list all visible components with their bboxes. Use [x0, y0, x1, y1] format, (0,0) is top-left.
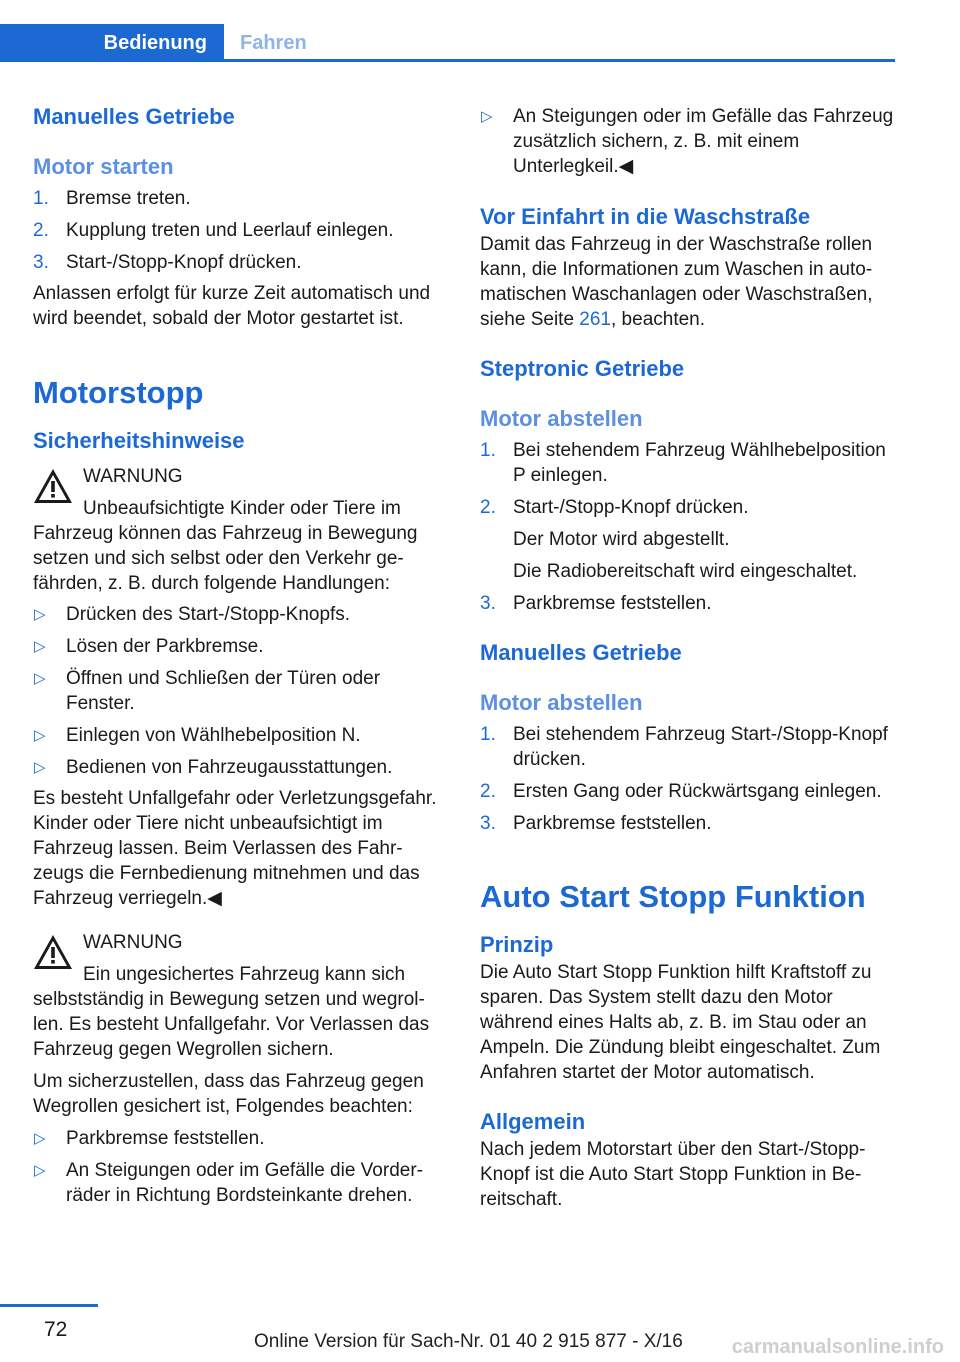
- heading-motorstopp: Motorstopp: [33, 375, 204, 410]
- warning-block-2: [33, 930, 438, 1062]
- online-version-text: Online Version für Sach-Nr. 01 40 2 915 877 - X/16: [254, 1331, 683, 1352]
- prinzip-text: Die Auto Start Stopp Funktion hilft Kraftstoff zu sparen. Das System stellt dazu den Motor während eines Halts ab, z. B. im Stau oder an Ampeln. Die Zündung bleibt eingeschaltet. Zum Anfahren startet der Motor automatisch.: [480, 962, 881, 1083]
- left-column: [33, 100, 438, 1208]
- list-item: 2. Ersten Gang oder Rückwärtsgang einlegen.: [480, 781, 882, 802]
- heading-auto-start-stop: Auto Start Stopp Funktion: [480, 879, 866, 914]
- car-wash-text: Damit das Fahrzeug in der Waschstraße rollen kann, die Informationen zum Waschen in automatischen Waschanlagen oder Waschstraßen, siehe Seite 261, beachten.: [480, 234, 873, 330]
- list-item: ▷ Öffnen und Schließen der Türen oder Fenster.: [34, 668, 381, 714]
- list-item: 2. Start-/Stopp-Knopf drücken. Der Motor wird abgestellt. Die Radiobereitschaft wird eingeschaltet.: [480, 495, 895, 584]
- list-item: 3. Start-/Stopp-Knopf drücken.: [33, 252, 302, 273]
- footer-rule: [0, 1304, 98, 1307]
- heading-motor-off-2: Motor abstellen: [480, 690, 643, 715]
- warning-2-list-continued: [480, 104, 895, 179]
- right-column: [480, 104, 895, 1212]
- heading-car-wash: Vor Einfahrt in die Waschstraße: [480, 204, 811, 229]
- list-item: ▷ Parkbremse feststellen.: [34, 1128, 265, 1149]
- warning-title: WARNUNG: [83, 466, 183, 487]
- page-number: 72: [44, 1318, 68, 1341]
- allgemein-text: Nach jedem Motorstart über den Start-/Stopp-Knopf ist die Auto Start Stopp Funktion in Bereitschaft.: [480, 1139, 866, 1210]
- list-item: 1. Bei stehendem Fahrzeug Start-/Stopp-Knopf drücken.: [480, 724, 888, 770]
- warning-body: Ein ungesichertes Fahrzeug kann sich selbstständig in Bewegung setzen und wegrollen. Es besteht Unfallgefahr. Vor Verlassen das Fahrzeug gegen Wegrollen sichern.: [33, 964, 430, 1060]
- warning-triangle-icon: [33, 468, 73, 504]
- heading-motor-start: Motor starten: [33, 154, 174, 179]
- warning-title: WARNUNG: [83, 932, 183, 953]
- list-item: ▷ Bedienen von Fahrzeugausstattungen.: [34, 757, 393, 778]
- manual-steps-list: [480, 722, 895, 836]
- heading-manual-gearbox: Manuelles Getriebe: [33, 104, 235, 129]
- page-link[interactable]: 261: [579, 309, 611, 330]
- watermark: carmanualsonline.info: [731, 1336, 944, 1358]
- steptronic-steps-list: [480, 438, 895, 616]
- start-steps-list: [33, 186, 438, 275]
- triangle-right-bullet-icon: ▷: [34, 606, 46, 623]
- triangle-right-bullet-icon: ▷: [34, 1162, 46, 1179]
- triangle-right-bullet-icon: ▷: [34, 727, 46, 744]
- list-item: ▷ Einlegen von Wählhebelposition N.: [34, 725, 361, 746]
- step-sub-text: Der Motor wird abgestellt.: [513, 529, 730, 550]
- list-item: ▷ Lösen der Parkbremse.: [34, 636, 264, 657]
- triangle-right-bullet-icon: ▷: [481, 108, 493, 125]
- list-item: 3. Parkbremse feststellen.: [480, 593, 712, 614]
- list-item: ▷ Drücken des Start-/Stopp-Knopfs.: [34, 604, 351, 625]
- triangle-right-bullet-icon: ▷: [34, 638, 46, 655]
- warning-body: Unbeaufsichtigte Kinder oder Tiere im Fahrzeug können das Fahrzeug in Bewegung setzen und sich selbst oder den Verkehr gefährden, z. B. durch folgende Handlungen:: [33, 498, 418, 594]
- triangle-right-bullet-icon: ▷: [34, 759, 46, 776]
- triangle-right-bullet-icon: ▷: [34, 670, 46, 687]
- list-item: ▷ An Steigungen oder im Gefälle die Vorderräder in Richtung Bordsteinkante drehen.: [34, 1160, 423, 1206]
- step-sub-text: Die Radiobereitschaft wird eingeschaltet.: [513, 561, 858, 582]
- tab-fahren[interactable]: Fahren: [240, 31, 307, 54]
- header-tabbar: [0, 24, 895, 62]
- list-item: 2. Kupplung treten und Leerlauf einlegen.: [33, 220, 394, 241]
- list-item: 3. Parkbremse feststellen.: [480, 813, 712, 834]
- heading-manual-gearbox-2: Manuelles Getriebe: [480, 640, 682, 665]
- heading-motor-off-1: Motor abstellen: [480, 406, 643, 431]
- start-note: Anlassen erfolgt für kurze Zeit automatisch und wird beendet, sobald der Motor gestartet ist.: [33, 283, 431, 329]
- warning-1-list: [33, 602, 438, 780]
- heading-steptronic: Steptronic Getriebe: [480, 356, 685, 381]
- list-item: 1. Bremse treten.: [33, 188, 191, 209]
- warning-2-tail: Um sicherzustellen, dass das Fahrzeug gegen Wegrollen gesichert ist, Folgendes beachten:: [33, 1071, 424, 1117]
- heading-safety: Sicherheitshinweise: [33, 428, 245, 453]
- warning-2-list: [33, 1126, 438, 1208]
- warning-triangle-icon: [33, 934, 73, 970]
- warning-1-tail: Es besteht Unfallgefahr oder Verletzungsgefahr. Kinder oder Tiere nicht unbeaufsichtigt im Fahrzeug lassen. Beim Verlassen des Fahrzeugs die Fernbedienung mitnehmen und das Fahrzeug verriegeln.◀: [33, 788, 437, 909]
- triangle-right-bullet-icon: ▷: [34, 1130, 46, 1147]
- list-item: ▷ An Steigungen oder im Gefälle das Fahrzeug zusätzlich sichern, z. B. mit einem Unterlegkeil.◀: [481, 106, 894, 177]
- warning-block-1: [33, 464, 438, 596]
- heading-allgemein: Allgemein: [480, 1109, 586, 1134]
- tab-bedienung[interactable]: Bedienung: [0, 24, 224, 62]
- list-item: 1. Bei stehendem Fahrzeug Wählhebelposition P einlegen.: [480, 440, 886, 486]
- heading-prinzip: Prinzip: [480, 932, 554, 957]
